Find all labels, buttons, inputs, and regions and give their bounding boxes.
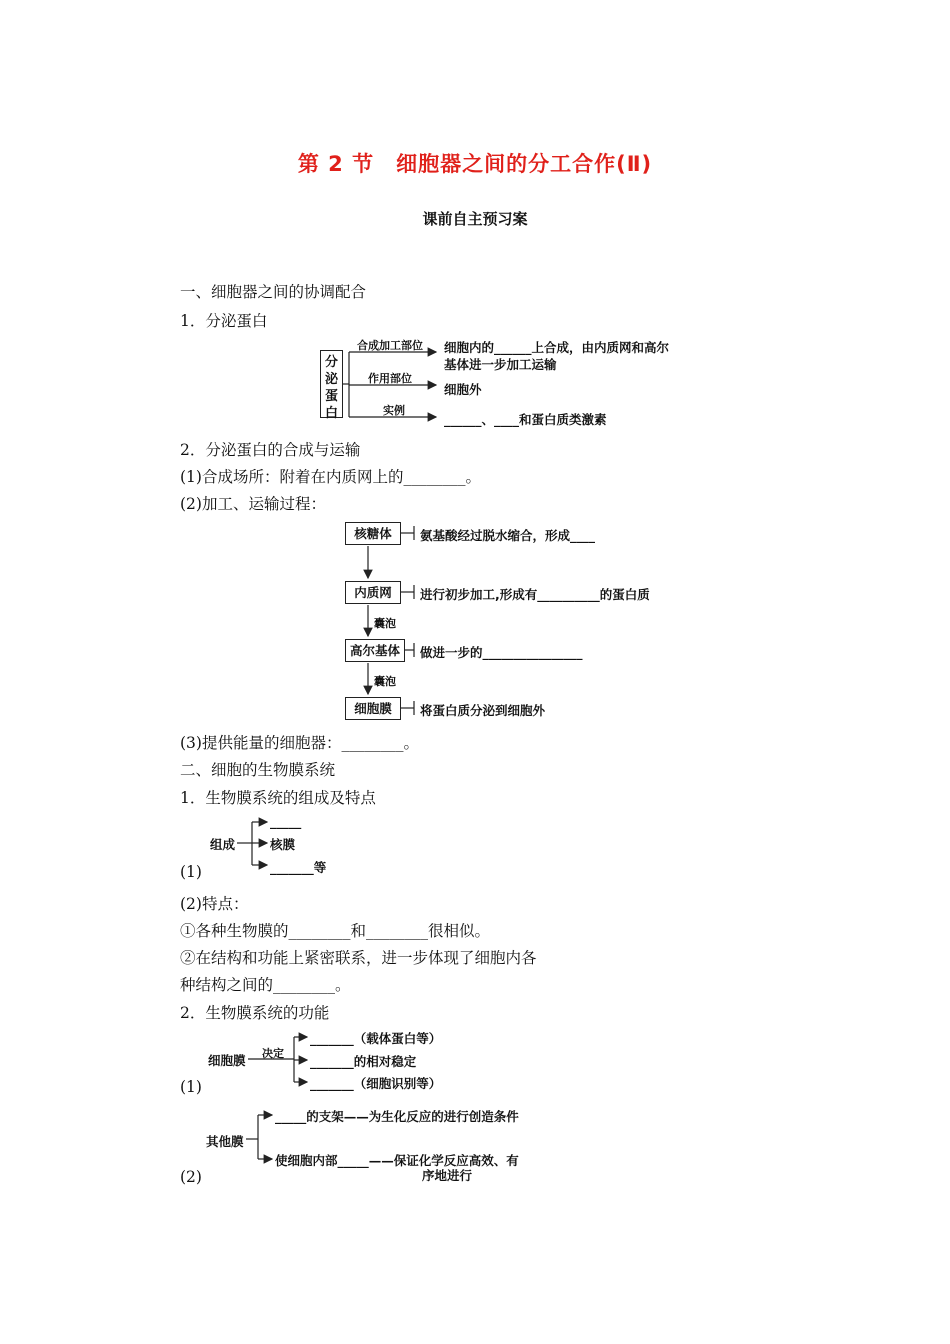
section2-item1: 1．生物膜系统的组成及特点 <box>180 789 376 807</box>
section2-item1-2c: 种结构之间的________。 <box>180 976 351 994</box>
diagram1-branch1-text-b: 基体进一步加工运输 <box>444 357 557 372</box>
flow-desc3: 做进一步的________________ <box>420 645 583 660</box>
flow-step1: 核糖体 <box>354 526 392 541</box>
section2-heading: 二、细胞的生物膜系统 <box>180 761 336 779</box>
section1-heading: 一、细胞器之间的协调配合 <box>180 283 367 301</box>
flow-desc4: 将蛋白质分泌到细胞外 <box>420 703 546 718</box>
func1-root: 细胞膜 <box>208 1053 246 1068</box>
section2-item1-2a: ①各种生物膜的________和________很相似。 <box>180 922 491 940</box>
section1-item2-1: (1)合成场所：附着在内质网上的________。 <box>180 468 481 486</box>
diagram1-branch1-label: 合成加工部位 <box>357 339 423 352</box>
diagram1-branch3-label: 实例 <box>383 404 405 417</box>
func1-num: (1) <box>180 1078 202 1096</box>
func2-root: 其他膜 <box>206 1134 244 1149</box>
flow-step2: 内质网 <box>354 585 392 600</box>
comp-b3: _______等 <box>270 860 327 875</box>
diagram1-center: 分泌蛋白 <box>324 355 338 421</box>
flow-desc1: 氨基酸经过脱水缩合，形成____ <box>420 528 596 543</box>
flow-arrow3-label: 囊泡 <box>374 675 396 688</box>
diagram1-branch2-label: 作用部位 <box>368 372 412 385</box>
flow-step3: 高尔基体 <box>349 643 400 658</box>
page-title: 第 2 节 细胞器之间的分工合作(Ⅱ) <box>297 152 653 176</box>
func1-b1: _______（载体蛋白等） <box>310 1031 442 1046</box>
section2-item1-2: (2)特点： <box>180 895 249 913</box>
flow-step4: 细胞膜 <box>354 701 392 716</box>
section2-item1-2b: ②在结构和功能上紧密联系，进一步体现了细胞内各 <box>180 949 537 967</box>
flow-desc2: 进行初步加工,形成有__________的蛋白质 <box>420 587 650 602</box>
flow-arrow2-label: 囊泡 <box>374 617 396 630</box>
func1-b3: _______（细胞识别等） <box>310 1076 442 1091</box>
diagram1-branch3-text: ______、____和蛋白质类激素 <box>444 412 607 427</box>
func1-verb: 决定 <box>262 1047 284 1060</box>
comp-root: 组成 <box>210 837 236 852</box>
comp-b1: _____ <box>270 814 302 829</box>
section2-item2: 2．生物膜系统的功能 <box>180 1004 330 1022</box>
diagram1-branch1-text-a: 细胞内的______上合成，由内质网和高尔 <box>444 340 670 355</box>
diagram1-branch2-text: 细胞外 <box>444 382 482 397</box>
func2-b2-cont: 序地进行 <box>422 1168 473 1183</box>
page-subtitle: 课前自主预习案 <box>422 210 528 228</box>
func2-b1: _____的支架——为生化反应的进行创造条件 <box>275 1109 519 1124</box>
section1-item2: 2．分泌蛋白的合成与运输 <box>180 441 361 459</box>
comp-b2: 核膜 <box>270 837 296 852</box>
func2-num: (2) <box>180 1168 202 1186</box>
section1-item2-2: (2)加工、运输过程： <box>180 495 326 513</box>
section1-item2-3: (3)提供能量的细胞器：________。 <box>180 734 419 752</box>
section1-item1: 1．分泌蛋白 <box>180 312 268 330</box>
func1-b2: _______的相对稳定 <box>310 1054 417 1069</box>
comp-num: (1) <box>180 863 202 881</box>
func2-b2: 使细胞内部_____——保证化学反应高效、有 <box>275 1153 519 1168</box>
